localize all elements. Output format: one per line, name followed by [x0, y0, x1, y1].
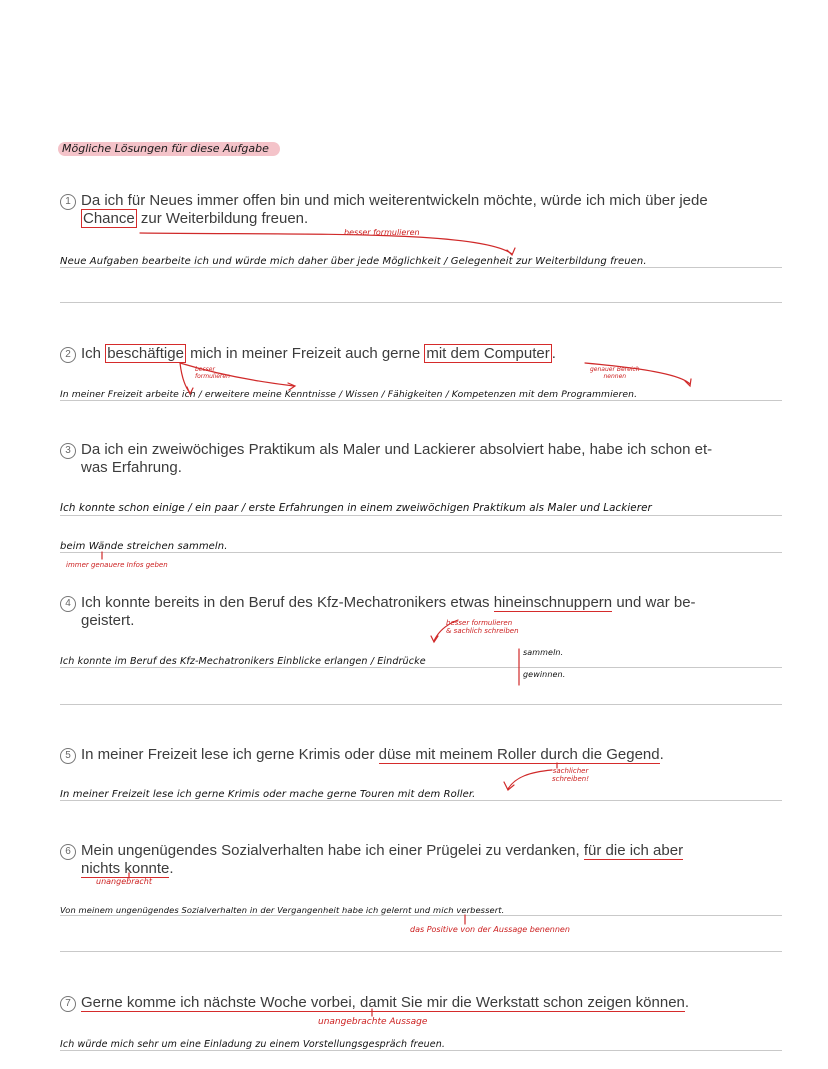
- answer-line: [60, 552, 782, 553]
- question-6-line-2: [81, 859, 174, 878]
- answer-line: [60, 915, 782, 916]
- answer-5: In meiner Freizeit lese ich gerne Krimis oder mache gerne Touren mit dem Roller.: [60, 789, 476, 800]
- question-1-line-2: [81, 209, 308, 228]
- question-4-note-line-1: besser formulieren: [446, 619, 513, 627]
- arrow-5: [508, 770, 552, 789]
- answer-line: [60, 800, 782, 801]
- question-6-line-1: [60, 841, 683, 860]
- question-7-note: unangebrachte Aussage: [318, 1017, 428, 1027]
- answer-4-option-2: gewinnen.: [523, 670, 566, 679]
- question-3-note: immer genauere Infos geben: [66, 561, 168, 569]
- question-7-underlined: Gerne komme ich nächste Woche vorbei, damit Sie mir die Werkstatt schon zeigen können: [81, 994, 685, 1011]
- answer-7: Ich würde mich sehr um eine Einladung zu einem Vorstellungsgespräch freuen.: [60, 1039, 445, 1050]
- question-3-line-1: [60, 440, 712, 459]
- answer-line: [60, 267, 782, 268]
- question-6-underlined-1: für die ich aber: [583, 842, 684, 859]
- question-1-boxed-word: Chance: [83, 210, 135, 227]
- question-6-text-b: .: [169, 860, 174, 877]
- question-2-note-2: [590, 366, 640, 380]
- question-2-text-b: mich in meiner Freizeit auch gerne: [185, 345, 425, 362]
- question-4-text-b: und war be-: [612, 594, 696, 611]
- question-6-underlined-2: nichts konnte: [81, 860, 170, 877]
- question-5-text-b: .: [659, 746, 664, 763]
- arrow-2c-head: [685, 379, 691, 386]
- answer-line: [60, 704, 782, 705]
- question-1-note: besser formulieren: [344, 228, 420, 237]
- question-2-note-1: [195, 366, 230, 380]
- answer-4: Ich konnte im Beruf des Kfz-Mechatronikers Einblicke erlangen / Eindrücke: [60, 656, 426, 667]
- question-6-text-a: Mein ungenügendes Sozialverhalten habe ich einer Prügelei zu verdanken,: [81, 842, 584, 859]
- question-2-note-2-line-2: nennen: [603, 373, 627, 380]
- question-2-line-1: [60, 344, 556, 363]
- question-2-boxed-word-1: beschäftige: [107, 345, 184, 362]
- question-5-text-a: In meiner Freizeit lese ich gerne Krimis oder: [81, 746, 379, 763]
- number-badge-3: 3: [60, 443, 76, 459]
- question-1-text-a: Da ich für Neues immer offen bin und mich weiterentwickeln möchte, würde ich mich über jede: [81, 192, 708, 209]
- number-badge-4: 4: [60, 596, 76, 612]
- question-4-text-a: Ich konnte bereits in den Beruf des Kfz-Mechatronikers etwas: [81, 594, 494, 611]
- question-2-text-c: .: [551, 345, 556, 362]
- answer-line: [60, 400, 782, 401]
- question-6-note-1: unangebracht: [96, 877, 152, 886]
- question-4-note: [446, 619, 519, 635]
- question-5-underlined: düse mit meinem Roller durch die Gegend: [378, 746, 660, 763]
- arrow-4-head: [431, 636, 438, 642]
- number-badge-2: 2: [60, 347, 76, 363]
- question-2-boxed-word-2: mit dem Computer: [426, 345, 550, 362]
- question-5-note-line-2: schreiben!: [552, 775, 590, 783]
- number-badge-6: 6: [60, 844, 76, 860]
- question-1-line-1: [60, 191, 708, 210]
- question-4-note-line-2: & sachlich schreiben: [446, 627, 519, 635]
- number-badge-5: 5: [60, 748, 76, 764]
- title-highlight-block: [58, 139, 269, 159]
- question-2-note-1-line-1: besser: [195, 366, 215, 373]
- question-5-note: [552, 767, 589, 783]
- question-2-note-2-line-1: genauer Bereich: [590, 366, 640, 373]
- answer-3-line-1: Ich konnte schon einige / ein paar / erste Erfahrungen in einem zweiwöchigen Praktikum als Maler und Lackierer: [60, 502, 652, 514]
- page-title: Mögliche Lösungen für diese Aufgabe: [62, 142, 269, 155]
- question-6-note-2: das Positive von der Aussage benennen: [410, 925, 570, 934]
- answer-line: [60, 951, 782, 952]
- question-2-text-a: Ich: [81, 345, 106, 362]
- question-2-note-1-line-2: formulieren: [195, 373, 230, 380]
- arrow-5-head: [504, 782, 514, 790]
- question-1-text-b: zur Weiterbildung freuen.: [136, 210, 309, 227]
- number-badge-7: 7: [60, 996, 76, 1012]
- question-5-note-line-1: sachlicher: [552, 767, 589, 775]
- question-5-line-1: [60, 745, 664, 764]
- question-4-line-1: [60, 593, 696, 612]
- answer-line: [60, 302, 782, 303]
- answer-6: Von meinem ungenügendes Sozialverhalten in der Vergangenheit habe ich gelernt und mich verbessert.: [60, 905, 505, 915]
- answer-line: [60, 667, 782, 668]
- question-4-line-2: geistert.: [81, 612, 135, 629]
- question-7-text-b: .: [684, 994, 690, 1011]
- number-badge-1: 1: [60, 194, 76, 210]
- answer-1: Neue Aufgaben bearbeite ich und würde mich daher über jede Möglichkeit / Gelegenheit zur Weiterbildung freuen.: [60, 256, 647, 267]
- arrow-1: [140, 233, 512, 254]
- answer-2: In meiner Freizeit arbeite ich / erweitere meine Kenntnisse / Wissen / Fähigkeiten / Kompetenzen mit dem Programmieren.: [60, 389, 638, 400]
- answer-line: [60, 515, 782, 516]
- question-7-line-1: [60, 993, 689, 1012]
- answer-line: [60, 1050, 782, 1051]
- question-3-text-a: Da ich ein zweiwöchiges Praktikum als Maler und Lackierer absolviert habe, habe ich schon et-: [81, 441, 713, 458]
- question-3-line-2: was Erfahrung.: [81, 459, 182, 476]
- answer-4-option-1: sammeln.: [523, 648, 564, 657]
- question-4-underlined: hineinschnuppern: [493, 594, 613, 611]
- answer-3-line-2: beim Wände streichen sammeln.: [60, 541, 228, 552]
- arrow-1-head: [507, 248, 515, 255]
